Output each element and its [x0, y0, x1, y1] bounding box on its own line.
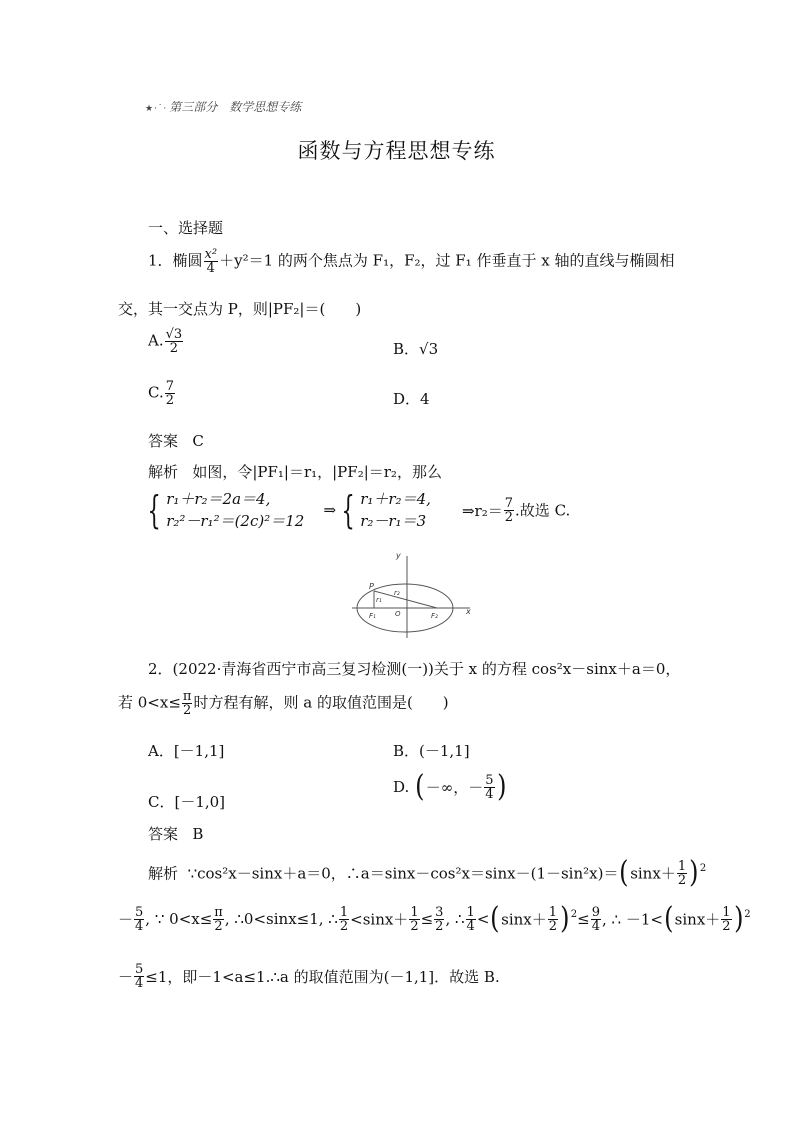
- segment-pf2: [374, 591, 437, 608]
- q2-answer: 答案 B: [148, 825, 204, 843]
- q1-stem-a: ＋y²＝1 的两个焦点为 F₁，F₂，过 F₁ 作垂直于 x 轴的直线与椭圆相: [219, 251, 675, 270]
- q1-equation-systems: { r₁＋r₂＝2a＝4, r₂²－r₁²＝(2c)²＝12 ⇒ { r₁＋r₂＝4, r₂－r₁＝3 ⇒r₂＝ $\frac{7}{2}$ .故选 C.: [147, 488, 571, 532]
- page-title: 函数与方程思想专练: [297, 139, 496, 163]
- q1-option-b: B．√3: [393, 340, 439, 358]
- label-y: y: [396, 551, 401, 560]
- q1-option-c: C. $\frac{7}{2}$: [148, 379, 174, 408]
- q2-option-b: B．(－1,1]: [393, 742, 470, 760]
- stars-icon: ★·˙·: [145, 104, 168, 114]
- analysis-label: 解析: [148, 864, 179, 883]
- label-r1: r₁: [376, 596, 382, 604]
- q1-analysis: 解析 如图，令|PF₁|＝r₁，|PF₂|＝r₂，那么: [148, 463, 442, 481]
- answer-label: 答案: [148, 432, 179, 450]
- label-f1: F₁: [369, 612, 376, 620]
- q2-option-a: A．[－1,1]: [148, 742, 225, 760]
- q2-analysis-line1: 解析 ∵cos²x－sinx＋a＝0，∴a＝sinx－cos²x＝sinx－(1－sin²x)＝(sinx＋ $\frac{1}{2}$ )$^2$: [148, 855, 707, 890]
- q1-fraction: $\frac{\text{x²}}{4}$: [204, 247, 218, 276]
- label-p: P: [369, 582, 374, 591]
- q1-stem-line2: 交，其一交点为 P，则|PF₂|＝( ): [118, 300, 362, 318]
- q2-analysis-line3: － $\frac{5}{4}$ ≤1，即－1<a≤1.∴a 的取值范围为(－1,1]．故选 B.: [118, 962, 500, 991]
- label-f2: F₂: [431, 612, 438, 620]
- running-header: [145, 98, 301, 115]
- section-heading: 一、选择题: [148, 219, 224, 237]
- q2-stem-line2: 若 0<x≤ $\frac{\pi}{2}$ 时方程有解，则 a 的取值范围是( ): [118, 689, 449, 718]
- analysis-label: 解析: [148, 463, 179, 481]
- q1-answer: 答案 C: [148, 432, 204, 450]
- label-r2: r₂: [394, 589, 400, 597]
- q2-option-d: D. (－∞，－ $\frac{5}{4}$ ): [393, 769, 507, 804]
- label-o: O: [395, 610, 401, 618]
- q1-option-a: A. $\frac{√3}{2}$: [148, 327, 183, 356]
- ellipse-figure: [350, 548, 480, 640]
- q2-stem-line1: 2．(2022·青海省西宁市高三复习检测(一))关于 x 的方程 cos²x－sinx＋a＝0，: [148, 660, 681, 678]
- header-text: 第三部分 数学思想专练: [169, 100, 302, 114]
- q1-option-d: D．4: [393, 390, 430, 408]
- q2-option-c: C．[－1,0]: [148, 793, 226, 811]
- answer-label: 答案: [148, 825, 179, 843]
- label-x: x: [466, 607, 471, 616]
- q2-analysis-line2: － $\frac{5}{4}$ , ∵ 0<x≤ $\frac{\pi}{2}$ , ∴0<sinx≤1, ∴ $\frac{1}{2}$ <sinx＋ $\frac{1}{2}$ ≤ $\frac{3}{2}$ , ∴ $\frac{1}{4}$ <(sinx＋ $\frac{1}{2}$ )$^2$≤ $\frac{9}{4}$ , ∴ －1<(sinx＋ $\frac{1}{2}$ )$^2$: [118, 901, 751, 936]
- q1-stem-line1: [148, 248, 674, 275]
- q1-intro: 1．椭圆: [148, 251, 203, 270]
